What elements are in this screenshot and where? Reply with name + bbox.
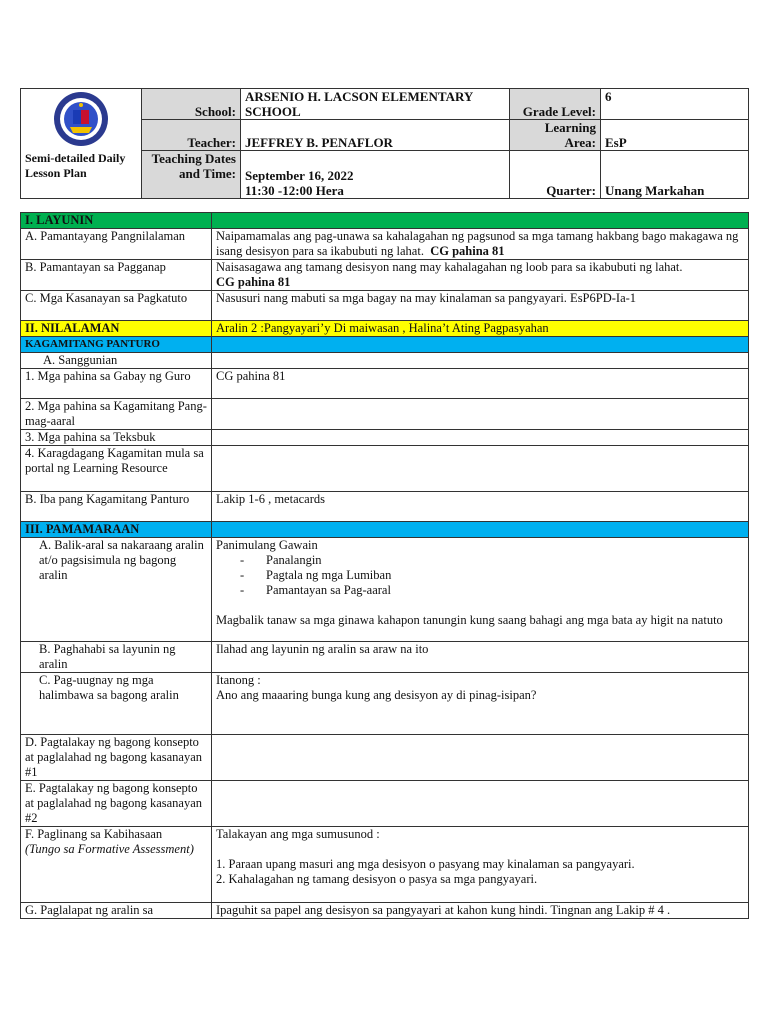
pag-uugnay-line2: Ano ang maaaring bunga kung ang desisyon ay di pinag-isipan?	[216, 688, 537, 702]
section-kagamitan: KAGAMITANG PANTURO	[21, 337, 212, 353]
section-layunin: I. LAYUNIN	[21, 213, 212, 229]
list-item: - Pagtala ng mga Lumiban	[240, 568, 744, 583]
pagtalakay-2-label: E. Pagtalakay ng bagong konsepto at paglalahad ng bagong kasanayan #2	[21, 781, 212, 827]
paglalapat-label: G. Paglalapat ng aralin sa	[21, 903, 212, 919]
pag-uugnay-cell	[212, 673, 749, 735]
grade-value: 6	[601, 89, 749, 120]
paghahabi-label: B. Paghahabi sa layunin ng aralin	[21, 642, 212, 673]
plan-title: Semi-detailed Daily Lesson Plan	[21, 151, 142, 199]
teksbuk-value	[212, 430, 749, 446]
paglinang-item2: 2. Kahalagahan ng tamang desisyon o pasya sa mga pangyayari.	[216, 872, 538, 886]
pamantayang-pangnilalaman-text: Naipamamalas ang pag-unawa sa kahalagahan ng pagsunod sa mga tamang hakbang bago makagawa ng isang desisyon para sa ikabubuti ng lahat.	[216, 229, 739, 258]
kagamitang-mag-aaral-value	[212, 399, 749, 430]
deped-seal-icon	[53, 91, 109, 147]
sanggunian-label: A. Sanggunian	[21, 353, 212, 369]
school-value: ARSENIO H. LACSON ELEMENTARY SCHOOL	[241, 89, 510, 120]
karagdagang-kagamitan-value	[212, 446, 749, 492]
paglinang-content	[212, 827, 749, 903]
time-value: 11:30 -12:00 Hera	[245, 183, 344, 198]
iba-pang-kagamitan-value: Lakip 1-6 , metacards	[212, 492, 749, 522]
kasanayan-text: Nasusuri nang mabuti sa mga bagay na may kinalaman sa pangyayari. EsP6PD-Ia-1	[212, 291, 749, 321]
pamantayang-pangnilalaman-label: A. Pamantayang Pangnilalaman	[21, 229, 212, 260]
section-pamamaraan: III. PAMAMARAAN	[21, 522, 212, 538]
school-label: School:	[142, 89, 241, 120]
pag-uugnay-label: C. Pag-uugnay ng mga halimbawa sa bagong aralin	[21, 673, 212, 735]
area-value: EsP	[601, 120, 749, 151]
pamantayan-pagganap-cell	[212, 260, 749, 291]
list-item: - Pamantayan sa Pag-aaral	[240, 583, 744, 598]
balik-aral-label: A. Balik-aral sa nakaraang aralin at/o pagsisimula ng bagong aralin	[21, 538, 212, 642]
logo-cell	[21, 89, 142, 151]
teacher-label: Teacher:	[142, 120, 241, 151]
pamantayan-pagganap-label: B. Pamantayan sa Pagganap	[21, 260, 212, 291]
paglalapat-text: Ipaguhit sa papel ang desisyon sa pangyayari at kahon kung hindi. Tingnan ang Lakip # 4 .	[212, 903, 749, 919]
nilalaman-text: Aralin 2 :Pangyayari’y Di maiwasan , Halina’t Ating Pagpasyahan	[212, 321, 749, 337]
dates-label: Teaching Dates and Time:	[142, 151, 241, 199]
gabay-guro-value: CG pahina 81	[212, 369, 749, 399]
quarter-value: Unang Markahan	[601, 151, 749, 199]
pamantayan-pagganap-text: Naisasagawa ang tamang desisyon nang may kahalagahan ng loob para sa ikabubuti ng lahat.	[216, 260, 683, 274]
paglinang-sub: (Tungo sa Formative Assessment)	[25, 842, 194, 856]
grade-label: Grade Level:	[510, 89, 601, 120]
kasanayan-label: C. Mga Kasanayan sa Pagkatuto	[21, 291, 212, 321]
pamantayan-pagganap-cg: CG pahina 81	[216, 275, 291, 289]
pagtalakay-1-value	[212, 735, 749, 781]
list-item: - Panalangin	[240, 553, 744, 568]
iba-pang-kagamitan-label: B. Iba pang Kagamitang Panturo	[21, 492, 212, 522]
gabay-guro-label: 1. Mga pahina sa Gabay ng Guro	[21, 369, 212, 399]
quarter-label: Quarter:	[510, 151, 601, 199]
pagtalakay-1-label: D. Pagtalakay ng bagong konsepto at paglalahad ng bagong kasanayan #1	[21, 735, 212, 781]
header-table	[20, 88, 749, 199]
balik-aral-text: Magbalik tanaw sa mga ginawa kahapon tanungin kung saang bahagi ang mga bata ay higit na natuto	[216, 613, 723, 627]
balik-aral-cell	[212, 538, 749, 642]
date-value: September 16, 2022	[245, 168, 354, 183]
sanggunian-value	[212, 353, 749, 369]
section-nilalaman: II. NILALAMAN	[21, 321, 212, 337]
section-layunin-fill	[212, 213, 749, 229]
date-time-cell	[241, 151, 510, 199]
paglinang-line1: Talakayan ang mga sumusunod :	[216, 827, 380, 841]
teksbuk-label: 3. Mga pahina sa Teksbuk	[21, 430, 212, 446]
lesson-plan-table	[20, 212, 749, 919]
pamantayang-pangnilalaman-cg: CG pahina 81	[430, 244, 505, 258]
pag-uugnay-line1: Itanong :	[216, 673, 261, 687]
panimulang-gawain-title: Panimulang Gawain	[216, 538, 318, 552]
paghahabi-text: Ilahad ang layunin ng aralin sa araw na ito	[212, 642, 749, 673]
kagamitang-mag-aaral-label: 2. Mga pahina sa Kagamitang Pang-mag-aaral	[21, 399, 212, 430]
pamantayang-pangnilalaman-cell	[212, 229, 749, 260]
section-kagamitan-fill	[212, 337, 749, 353]
paglinang-cell	[21, 827, 212, 903]
karagdagang-kagamitan-label: 4. Karagdagang Kagamitan mula sa portal ng Learning Resource	[21, 446, 212, 492]
paglinang-item1: 1. Paraan upang masuri ang mga desisyon o pasyang may kinalaman sa pangyayari.	[216, 857, 635, 871]
panimulang-gawain-list	[216, 553, 744, 598]
area-label: Learning Area:	[510, 120, 601, 151]
section-pamamaraan-fill	[212, 522, 749, 538]
pagtalakay-2-value	[212, 781, 749, 827]
paglinang-label: F. Paglinang sa Kabihasaan	[25, 827, 163, 841]
teacher-value: JEFFREY B. PENAFLOR	[241, 120, 510, 151]
